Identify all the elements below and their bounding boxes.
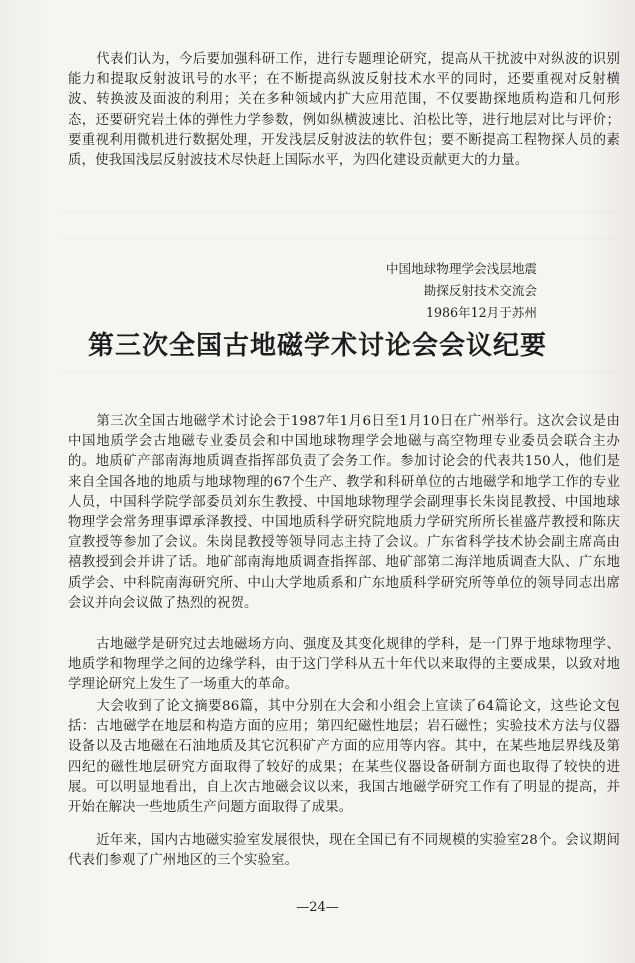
article-paragraph-4: [68, 831, 620, 871]
article-paragraph-2: [68, 635, 620, 696]
closing-paragraph-text: 代表们认为，今后要加强科研工作，进行专题理论研究，提高从干扰波中对纵波的识别能力和提取反射波讯号的水平；在不断提高纵波反射技术水平的同时，还要重视对反射横波、转换波及面波的利用；关在多种领域内扩大应用范围，不仅要勘探地质构造和几何形态，还要研究岩土体的弹性力学参数，例如纵横波速比、泊松比等，进行地层对比与评价；要重视利用微机进行数据处理，开发浅层反射波法的软件包；要不断提高工程物探人员的素质，使我国浅层反射波技术尽快赶上国际水平，为四化建设贡献更大的力量。: [68, 52, 620, 169]
article-paragraph-text: 古地磁学是研究过去地磁场方向、强度及其变化规律的学科，是一门界于地球物理学、地质学和物理学之间的边缘学科，由于这门学科从五十年代以来取得的主要成果，以致对地学理论研究上发生了一场重大的革命。: [68, 637, 620, 693]
scan-artifact: [60, 238, 620, 239]
closing-paragraph: [68, 50, 620, 171]
page-number: —24—: [296, 900, 339, 915]
article-paragraph-1: [68, 412, 620, 614]
signature-event: 勘探反射技术交流会: [423, 283, 537, 298]
signature-block: [386, 258, 537, 324]
article-title: 第三次全国古地磁学术讨论会会议纪要: [87, 331, 547, 361]
article-paragraph-3: [68, 697, 620, 818]
signature-date: 1986年12月于苏州: [425, 305, 537, 320]
signature-organization: 中国地球物理学会浅层地震: [385, 261, 537, 276]
scan-artifact: [60, 372, 620, 373]
article-paragraph-text: 近年来，国内古地磁实验室发展很快，现在全国已有不同规模的实验室28个。会议期间代表们参观了广州地区的三个实验室。: [68, 833, 620, 869]
scan-artifact: [60, 212, 620, 213]
article-paragraph-text: 第三次全国古地磁学术讨论会于1987年1月6日至1月10日在广州举行。这次会议是由中国地质学会古地磁专业委员会和中国地球物理学会地磁与高空物理专业委员会联合主办的。地质矿产部南海地质调查指挥部负责了会务工作。参加讨论会的代表共150人，他们是来自全国各地的地质与地球物理的67个生产、教学和科研单位的古地磁学和地学工作的专业人员，中国科学院学部委员刘东生教授、中国地球物理学会副理事长朱岗昆教授、中国地球物理学会常务理事谭承泽教授、中国地质科学研究院地质力学研究所所长崔盛芹教授和陈庆宣教授等参加了会议。朱岗昆教授等领导同志主持了会议。广东省科学技术协会副主席高由禧教授到会并讲了话。地矿部南海地质调查指挥部、地矿部第二海洋地质调查大队、广东地质学会、中科院南海研究所、中山大学地质系和广东地质科学研究所等单位的领导同志出席会议并向会议做了热烈的祝贺。: [68, 414, 620, 611]
article-paragraph-text: 大会收到了论文摘要86篇，其中分别在大会和小组会上宣读了64篇论文，这些论文包括：古地磁学在地层和构造方面的应用；第四纪磁性地层；岩石磁性；实验技术方法与仪器设备以及古地磁在石油地质及其它沉积矿产方面的应用等内容。其中，在某些地层界线及第四纪的磁性地层研究方面取得了较好的成果；在某些仪器设备研制方面也取得了较快的进展。可以明显地看出，自上次古地磁会议以来，我国古地磁学研究工作有了明显的提高，并开始在解决一些地质生产问题方面取得了成果。: [68, 699, 620, 816]
